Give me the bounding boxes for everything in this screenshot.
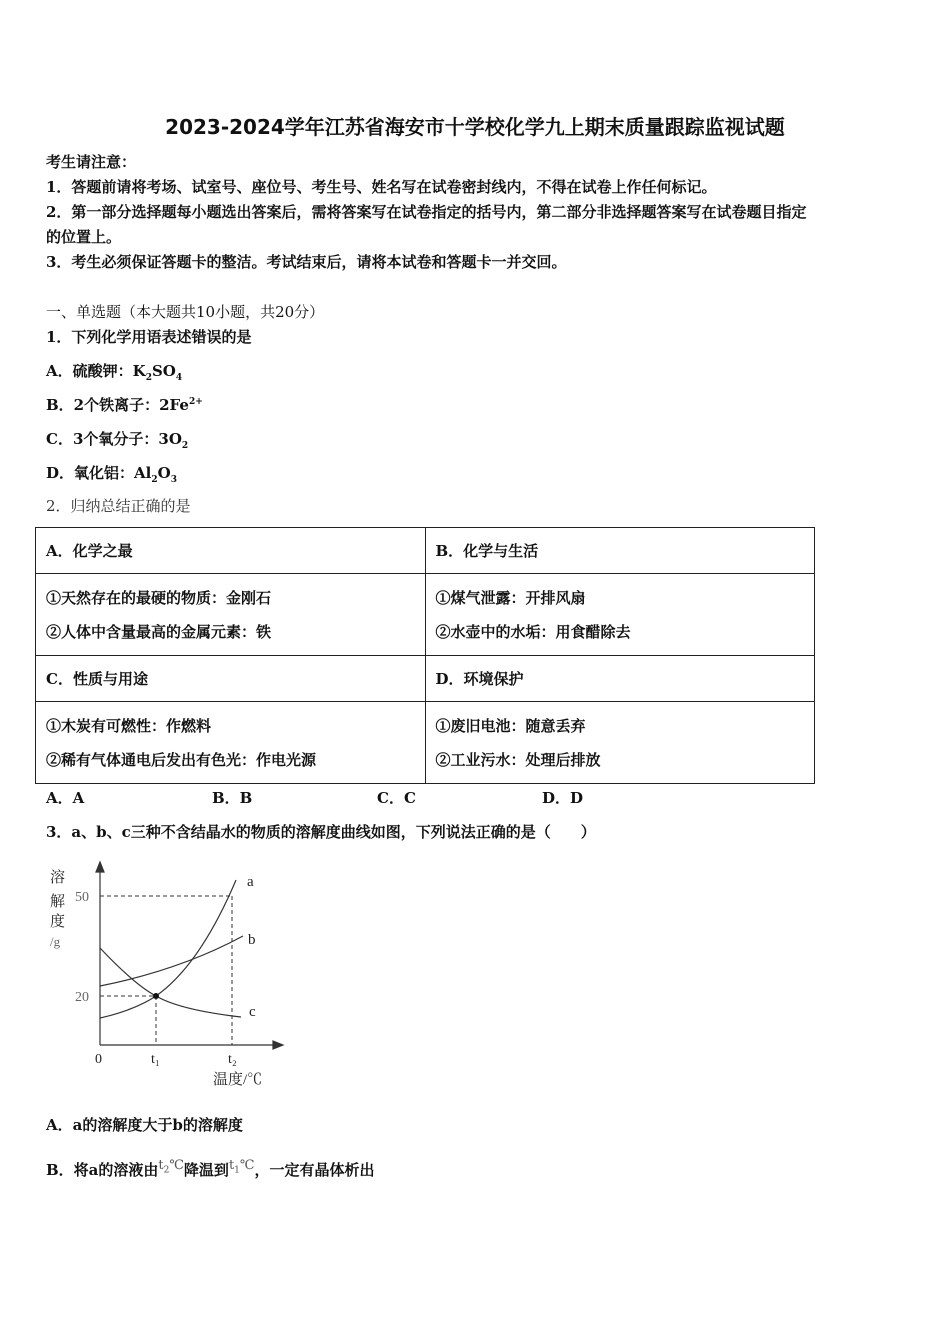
ytick-20: 20: [75, 990, 89, 1005]
notice-item: 的位置上。: [46, 228, 122, 246]
question-1-option-b: B．2个铁离子：$2Fe^{2+}$: [46, 396, 203, 414]
intersection-point: [153, 993, 159, 999]
y-axis-arrow: [96, 862, 104, 872]
page-title: 2023-2024学年江苏省海安市十学校化学九上期末质量跟踪监视试题: [165, 115, 785, 139]
cell-c-head: C．性质与用途: [36, 656, 426, 702]
section-heading: 一、单选题（本大题共10小题，共20分）: [46, 303, 325, 321]
cell-a-head: A．化学之最: [36, 528, 426, 574]
xlabel: 温度/℃: [213, 1072, 263, 1088]
cell-d-head: D．环境保护: [425, 656, 815, 702]
answer-d: D．D: [542, 789, 584, 807]
ylabel-4: /g: [50, 934, 61, 949]
notice-heading: 考生请注意：: [46, 153, 137, 171]
question-2-stem: 2．归纳总结正确的是: [46, 497, 191, 515]
curve-label-c: c: [249, 1004, 256, 1020]
xtick-t1: t₁: [151, 1052, 160, 1067]
cell-b-body: ①煤气泄露：开排风扇 ②水壶中的水垢：用食醋除去: [425, 574, 815, 656]
question-3-option-a: A．a的溶解度大于b的溶解度: [46, 1116, 243, 1134]
answer-a: A．A: [46, 789, 85, 807]
xtick-t2: t₂: [228, 1052, 237, 1067]
cell-b-head: B．化学与生活: [425, 528, 815, 574]
ylabel-3: 度: [50, 914, 66, 930]
curve-b: [100, 936, 243, 986]
x-axis-arrow: [273, 1041, 283, 1049]
answer-c: C．C: [377, 789, 416, 807]
curve-label-b: b: [248, 932, 256, 948]
xtick-0: 0: [95, 1052, 102, 1067]
question-1-stem: 1．下列化学用语表述错误的是: [46, 328, 252, 346]
notice-item: 1．答题前请将考场、试室号、座位号、考生号、姓名写在试卷密封线内，不得在试卷上作任何标记。: [46, 178, 717, 196]
cell-c-body: ①木炭有可燃性：作燃料 ②稀有气体通电后发出有色光：作电光源: [36, 702, 426, 784]
question-3-option-b: B．将a的溶液由$t_2℃$降温到$t_1℃$，一定有晶体析出: [46, 1158, 375, 1179]
curve-label-a: a: [247, 874, 254, 890]
question-1-option-a: A．硫酸钾：$K_2SO_4$: [46, 362, 183, 383]
cell-a-body: ①天然存在的最硬的物质：金刚石 ②人体中含量最高的金属元素：铁: [36, 574, 426, 656]
question-1-option-d: D．氧化铝：$Al_2O_3$: [46, 464, 177, 485]
ytick-50: 50: [75, 890, 89, 905]
question-3-stem: 3．a、b、c三种不含结晶水的物质的溶解度曲线如图，下列说法正确的是（ ）: [46, 823, 596, 841]
question-1-option-c: C．3个氧分子：$3O_2$: [46, 430, 189, 451]
ylabel-2: 解: [50, 894, 66, 910]
notice-item: 2．第一部分选择题每小题选出答案后，需将答案写在试卷指定的括号内，第二部分非选择题答案写在试卷题目指定: [46, 203, 807, 221]
answer-b: B．B: [212, 789, 253, 807]
ylabel-1: 溶: [50, 870, 66, 886]
notice-item: 3．考生必须保证答题卡的整洁。考试结束后，请将本试卷和答题卡一并交回。: [46, 253, 567, 271]
curve-c: [100, 948, 241, 1017]
cell-d-body: ①废旧电池：随意丢弃 ②工业污水：处理后排放: [425, 702, 815, 784]
